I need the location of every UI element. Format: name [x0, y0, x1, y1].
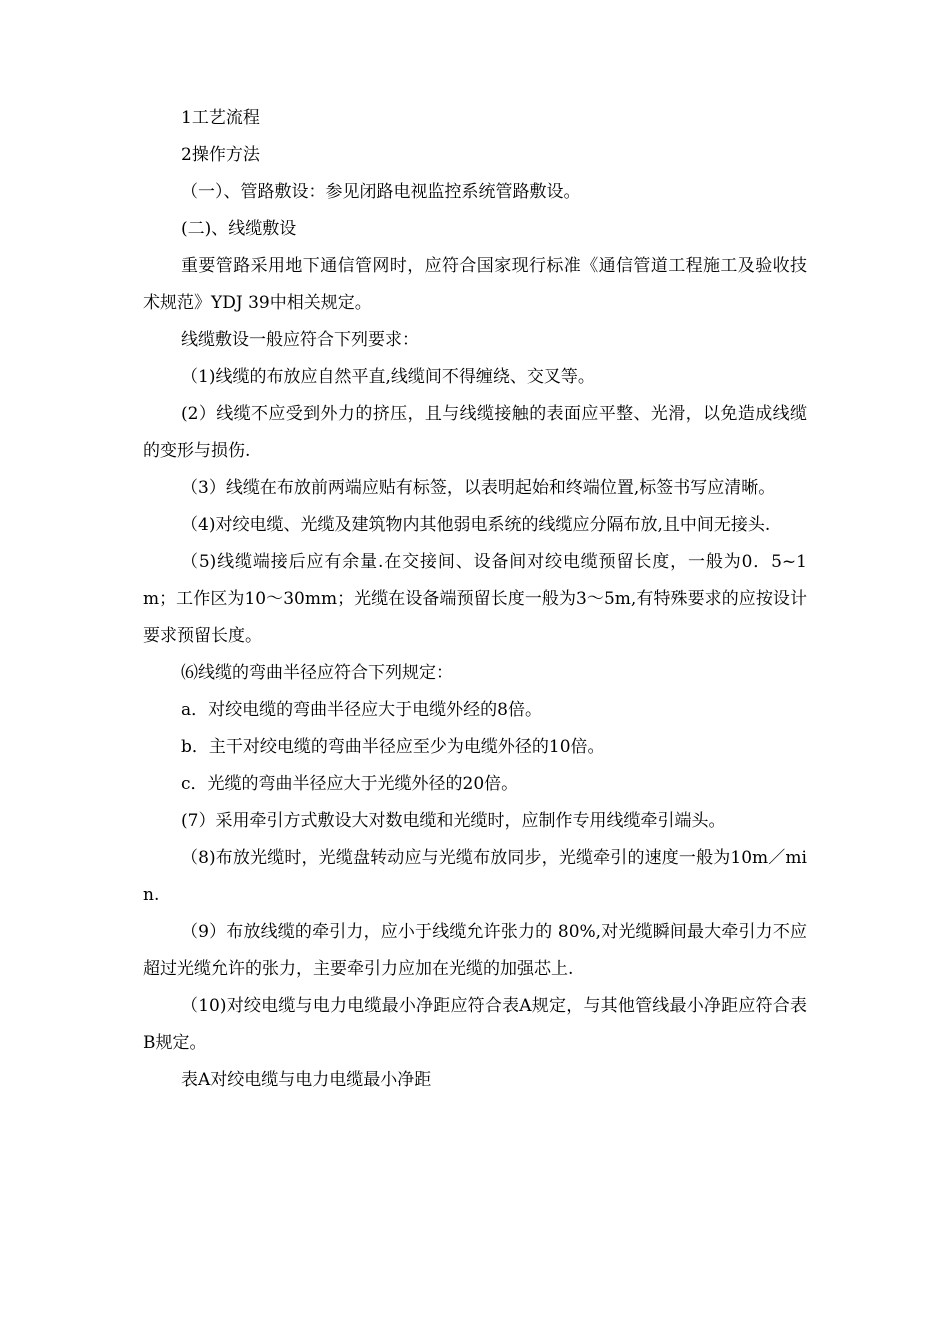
paragraph-item-6: ⑹线缆的弯曲半径应符合下列规定： [181, 663, 453, 683]
table-a-caption: 表A对绞电缆与电力电缆最小净距 [181, 1070, 432, 1090]
document-body [143, 100, 807, 1099]
paragraph-item-6b: b．主干对绞电缆的弯曲半径应至少为电缆外径的10倍。 [181, 737, 605, 757]
paragraph-item-8: （8)布放光缆时，光缆盘转动应与光缆布放同步，光缆牵引的速度一般为10m／min. [143, 848, 807, 905]
paragraph-item-1: （1)线缆的布放应自然平直,线缆间不得缠绕、交叉等。 [181, 367, 595, 387]
paragraph-underground-network: 重要管路采用地下通信管网时，应符合国家现行标准《通信管道工程施工及验收技术规范》YDJ 39中相关规定。 [143, 256, 807, 313]
paragraph-item-2: (2）线缆不应受到外力的挤压，且与线缆接触的表面应平整、光滑，以免造成线缆的变形与损伤. [143, 404, 807, 461]
paragraph-item-4: （4)对绞电缆、光缆及建筑物内其他弱电系统的线缆应分隔布放,且中间无接头. [181, 515, 771, 535]
paragraph-item-5: （5)线缆端接后应有余量.在交接间、设备间对绞电缆预留长度，一般为0．5~1m；工作区为10～30mm；光缆在设备端预留长度一般为3～5m,有特殊要求的应按设计要求预留长度。 [143, 552, 807, 646]
paragraph-item-10: （10)对绞电缆与电力电缆最小净距应符合表A规定，与其他管线最小净距应符合表B规定。 [143, 996, 807, 1053]
paragraph-item-3: （3）线缆在布放前两端应贴有标签，以表明起始和终端位置,标签书写应清晰。 [181, 478, 776, 498]
paragraph-operation-method: 2操作方法 [181, 145, 260, 165]
paragraph-cable-laying-heading: (二)、线缆敷设 [181, 219, 297, 239]
paragraph-process-flow: 1工艺流程 [181, 108, 260, 128]
paragraph-item-6c: c．光缆的弯曲半径应大于光缆外径的20倍。 [181, 774, 519, 794]
paragraph-conduit-laying: （一）、管路敷设：参见闭路电视监控系统管路敷设。 [181, 182, 581, 202]
paragraph-general-requirements: 线缆敷设一般应符合下列要求： [181, 330, 419, 350]
paragraph-item-6a: a．对绞电缆的弯曲半径应大于电缆外经的8倍。 [181, 700, 542, 720]
paragraph-item-9: （9）布放线缆的牵引力，应小于线缆允许张力的 80%,对光缆瞬间最大牵引力不应超过光缆允许的张力，主要牵引力应加在光缆的加强芯上. [143, 922, 807, 979]
paragraph-item-7: (7）采用牵引方式敷设大对数电缆和光缆时，应制作专用线缆牵引端头。 [181, 811, 726, 831]
